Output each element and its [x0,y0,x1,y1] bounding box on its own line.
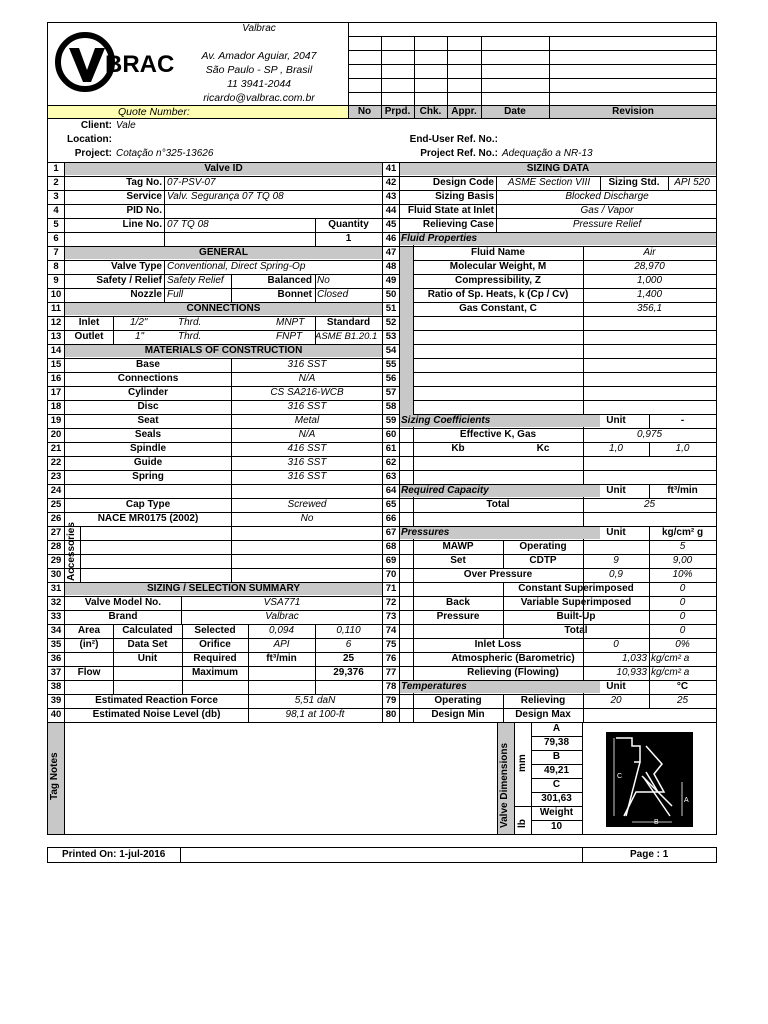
var-label: Variable Superimposed [520,597,632,608]
total-label: Total [486,499,510,510]
line-label: Line No. [122,219,162,230]
svg-text:B: B [654,819,659,826]
rel-label: Relieving (Flowing) [467,667,559,678]
row-number: 57 [385,387,397,398]
cdtp-value: 9,00 [672,555,693,566]
dim-c-label: C [552,779,561,790]
material-value: 316 SST [287,457,327,468]
cap-unit-value: ft³/min [667,485,698,496]
over-label: Over Pressure [463,569,533,580]
area-label: Area [77,625,101,636]
fluid-props-header: Fluid Properties [401,233,478,244]
coeff-unit-value: - [680,415,685,426]
var-value: 0 [679,597,686,608]
rel-value: 10,933 [616,667,647,678]
row-number: 71 [385,583,397,594]
sizing-summary-header: SIZING / SELECTION SUMMARY [147,583,300,594]
address-line-2: São Paulo - SP , Brasil [205,64,313,76]
fluid-name-value: Air [643,247,656,258]
material-label: Cylinder [127,387,168,398]
required-label: Required [193,653,237,664]
sel-area: 0,110 [336,625,361,636]
model-value: VSA771 [263,597,301,608]
valve-dims-label: Valve Dimensions [499,742,510,828]
row-number: 25 [50,499,62,510]
mm-label: mm [517,754,528,772]
unit-label: Unit [137,653,158,664]
reaction-label: Estimated Reaction Force [95,695,218,706]
z-value: 1,000 [636,275,663,286]
operating-label: Operating [519,541,567,552]
project-value: Cotação n°325-13626 [116,148,214,159]
row-number: 73 [385,611,397,622]
sizing-basis-label: Sizing Basis [435,191,494,202]
bonnet-value: Closed [317,289,349,300]
row-number: 8 [53,261,59,272]
row-number: 32 [50,597,62,608]
set-value: 9 [613,555,619,566]
company-logo [55,30,175,94]
t-unit-value: °C [676,681,689,692]
cdtp-label: CDTP [529,555,557,566]
design-min-label: Design Min [431,709,485,720]
svg-text:BRAC: BRAC [105,51,175,78]
dataset-label: Data Set [127,639,168,650]
row-number: 67 [385,527,397,538]
valve-dimension-diagram [606,732,693,827]
row-number: 75 [385,639,397,650]
row-number: 16 [50,373,62,384]
atm-label: Atmospheric (Barometric) [451,653,575,664]
coeff-unit-label: Unit [606,415,626,426]
outlet-size: 1" [135,331,145,342]
standard-value: ASME B1.20.1 [315,331,378,342]
required-value: 25 [342,653,355,664]
kc-label: Kc [536,443,550,454]
effk-label: Effective K, Gas [459,429,537,440]
row-number: 31 [50,583,62,594]
inlet-loss-label: Inlet Loss [474,639,522,650]
row-number: 72 [385,597,397,608]
nozzle-value: Full [167,289,184,300]
kc-value: 1,0 [675,443,690,454]
design-code-value: ASME Section VIII [507,177,591,188]
valve-type-value: Conventional, Direct Spring-Op [167,261,306,272]
row-number: 80 [385,709,397,720]
outlet-type: Thrd. [178,331,202,342]
row-number: 18 [50,401,62,412]
material-value: Metal [294,415,320,426]
dim-b-value: 49,21 [543,765,570,776]
kb-value: 1,0 [609,443,623,454]
relieving-case-label: Relieving Case [422,219,494,230]
effk-value: 0,975 [636,429,663,440]
row-number: 35 [50,639,62,650]
col-prpd: Prpd. [384,106,411,117]
flow-label: Flow [77,667,101,678]
row-number: 76 [385,653,397,664]
service-value: Valv. Segurança 07 TQ 08 [167,191,284,202]
row-number: 43 [385,191,397,202]
row-number: 50 [385,289,397,300]
flow-unit: ft³/min [266,653,297,664]
rel-unit: kg/cm² a [651,667,690,678]
mawp-label: MAWP [442,541,474,552]
c-label: Gas Constant, C [459,303,537,314]
cap-label: Cap Type [125,499,171,510]
t-operating-value: 20 [610,695,622,706]
t-operating-label: Operating [434,695,482,706]
project-label: Project: [74,148,112,159]
row-number: 48 [385,261,397,272]
dim-b-label: B [552,751,561,762]
row-number: 3 [53,191,59,202]
orifice-value: 6 [345,639,352,650]
outlet-thread: FNPT [276,331,303,342]
atm-unit: kg/cm² a [651,653,690,664]
material-label: Guide [133,457,163,468]
selected-label: Selected [194,625,236,636]
temperatures-header: Temperatures [401,681,467,692]
col-appr: Appr. [451,106,477,117]
row-number: 37 [50,667,62,678]
email: ricardo@valbrac.com.br [203,92,315,104]
row-number: 14 [50,345,62,356]
bp-total-label: Total [564,625,588,636]
dataset-value: API [273,639,290,650]
mw-value: 28,970 [634,261,665,272]
sizing-std-label: Sizing Std. [608,177,660,188]
lb-label: lb [517,819,528,828]
svg-text:C: C [617,773,623,780]
sizing-coeff-header: Sizing Coefficients [401,415,491,426]
row-number: 77 [385,667,397,678]
col-no: No [357,106,372,117]
maximum-value: 29,376 [333,667,364,678]
row-number: 42 [385,177,397,188]
safety-label: Safety / Relief [96,275,162,286]
relieving-case-value: Pressure Relief [572,219,642,230]
nozzle-label: Nozzle [130,289,162,300]
valve-id-header: Valve ID [204,163,243,174]
accessories-label: Accessories [66,522,77,581]
row-number: 68 [385,541,397,552]
row-number: 11 [50,303,62,314]
z-label: Compressibility, Z [455,275,541,286]
tag-notes-label: Tag Notes [49,752,60,800]
row-number: 15 [50,359,62,370]
material-label: Disc [137,401,159,412]
atm-value: 1,033 [621,653,647,664]
p-unit-value: kg/cm² g [661,527,704,538]
material-label: Spindle [129,443,167,454]
inlet-type: Thrd. [178,317,202,328]
client-value: Vale [116,120,136,131]
tag-value: 07-PSV-07 [167,177,216,188]
req-capacity-header: Required Capacity [401,485,489,496]
inlet-loss-value: 0 [613,639,619,650]
quantity-value: 1 [345,233,352,244]
row-number: 38 [50,681,62,692]
cap-unit-label: Unit [606,485,626,496]
row-number: 59 [385,415,397,426]
noise-value: 98,1 at 100-ft [285,709,345,720]
material-value: 316 SST [287,471,327,482]
material-label: Connections [117,373,179,384]
row-number: 19 [50,415,62,426]
general-header: GENERAL [199,247,248,258]
location-label: Location: [67,134,112,145]
materials-header: MATERIALS OF CONSTRUCTION [144,345,303,356]
total-value: 25 [643,499,656,510]
over-pct: 10% [672,569,693,580]
material-value: N/A [298,373,316,384]
weight-label: Weight [539,807,574,818]
row-number: 23 [50,471,62,482]
material-value: CS SA216-WCB [270,387,344,398]
brand-value: Valbrac [265,611,299,622]
inlet-label: Inlet [78,317,100,328]
material-value: 316 SST [287,401,327,412]
connections-header: CONNECTIONS [186,303,261,314]
material-label: Spring [132,471,164,482]
quote-number-label: Quote Number: [118,106,190,118]
row-number: 10 [50,289,62,300]
dim-a-label: A [552,723,561,734]
standard-label: Standard [326,317,371,328]
operating-value: 5 [679,541,686,552]
row-number: 33 [50,611,62,622]
nace-label: NACE MR0175 (2002) [97,513,199,524]
back-label: Back [446,597,470,608]
row-number: 40 [50,709,62,720]
row-number: 62 [385,457,397,468]
row-number: 66 [385,513,397,524]
bonnet-label: Bonnet [277,289,312,300]
noise-label: Estimated Noise Level (db) [92,709,221,720]
page-number: Page : 1 [630,849,669,860]
row-number: 78 [385,681,397,692]
row-number: 53 [385,331,397,342]
row-number: 7 [53,247,59,258]
mw-label: Molecular Weight, M [449,261,547,272]
row-number: 24 [50,485,62,496]
col-revision: Revision [612,106,654,117]
row-number: 46 [385,233,397,244]
outlet-label: Outlet [74,331,104,342]
c-value: 356,1 [636,303,663,314]
model-label: Valve Model No. [84,597,162,608]
nace-value: No [300,513,314,524]
fluid-state-value: Gas / Vapor [580,205,634,216]
row-number: 29 [50,555,62,566]
row-number: 52 [385,317,397,328]
pressure-label: Pressure [436,611,480,622]
enduser-label: End-User Ref. No.: [409,134,498,145]
row-number: 13 [50,331,62,342]
cap-value: Screwed [287,499,327,510]
row-number: 47 [385,247,397,258]
fluid-state-label: Fluid State at Inlet [407,205,494,216]
row-number: 41 [385,163,397,174]
material-value: 416 SST [287,443,327,454]
fluid-name-label: Fluid Name [471,247,525,258]
row-number: 58 [385,401,397,412]
projref-value: Adequação a NR-13 [502,148,593,159]
material-value: N/A [298,429,316,440]
row-number: 54 [385,345,397,356]
row-number: 61 [385,443,397,454]
dim-a-value: 79,38 [543,737,570,748]
calc-area: 0,094 [268,625,295,636]
sizing-basis-value: Blocked Discharge [565,191,649,202]
set-label: Set [450,555,466,566]
line-value: 07 TQ 08 [167,219,209,230]
row-number: 63 [385,471,397,482]
design-max-label: Design Max [515,709,571,720]
row-number: 69 [385,555,397,566]
row-number: 9 [53,275,59,286]
t-relieving-label: Relieving [520,695,566,706]
material-value: 316 SST [287,359,327,370]
client-label: Client: [80,120,112,131]
calculated-label: Calculated [122,625,173,636]
row-number: 79 [385,695,397,706]
t-relieving-value: 25 [676,695,689,706]
dim-c-value: 301,63 [541,793,572,804]
row-number: 28 [50,541,62,552]
pid-label: PID No. [126,205,162,216]
tag-label: Tag No. [126,177,162,188]
row-number: 26 [50,513,62,524]
reaction-value: 5,51 daN [294,695,336,706]
row-number: 56 [385,373,397,384]
phone: 11 3941-2044 [226,78,292,90]
svg-text:A: A [684,797,689,804]
weight-value: 10 [550,821,563,832]
k-label: Ratio of Sp. Heats, k (Cp / Cv) [427,289,569,300]
row-number: 30 [50,569,62,580]
row-number: 20 [50,429,62,440]
row-number: 17 [50,387,62,398]
p-unit-label: Unit [606,527,626,538]
t-unit-label: Unit [606,681,626,692]
brand-label: Brand [108,611,138,622]
row-number: 51 [385,303,397,314]
built-label: Built-Up [556,611,596,622]
printed-on: Printed On: 1-jul-2016 [62,849,166,860]
material-label: Seat [137,415,159,426]
address-line-1: Av. Amador Aguiar, 2047 [201,50,317,62]
row-number: 22 [50,457,62,468]
row-number: 65 [385,499,397,510]
row-number: 6 [53,233,59,244]
area-unit: (in²) [79,639,99,650]
safety-value: Safety Relief [167,275,224,286]
k-value: 1,400 [636,289,663,300]
row-number: 55 [385,359,397,370]
pressures-header: Pressures [401,527,450,538]
row-number: 4 [53,205,59,216]
inlet-loss-pct: 0% [675,639,690,650]
row-number: 34 [50,625,62,636]
row-number: 49 [385,275,397,286]
row-number: 1 [53,163,59,174]
row-number: 21 [50,443,62,454]
balanced-value: No [317,275,330,286]
sizing-std-value: API 520 [674,177,710,188]
valve-type-label: Valve Type [111,261,162,272]
bp-total-value: 0 [679,625,686,636]
built-value: 0 [679,611,686,622]
row-number: 60 [385,429,397,440]
inlet-thread: MNPT [276,317,305,328]
row-number: 36 [50,653,62,664]
design-code-label: Design Code [432,177,494,188]
maximum-label: Maximum [191,667,239,678]
inlet-size: 1/2" [130,317,148,328]
col-date: Date [504,106,526,117]
kb-label: Kb [451,443,465,454]
service-label: Service [126,191,162,202]
material-label: Seals [134,429,162,440]
orifice-label: Orifice [199,639,231,650]
col-chk: Chk. [419,106,442,117]
over-value: 0,9 [609,569,623,580]
sizing-data-header: SIZING DATA [526,163,590,174]
row-number: 45 [385,219,397,230]
row-number: 12 [50,317,62,328]
balanced-label: Balanced [267,275,312,286]
row-number: 27 [50,527,62,538]
row-number: 44 [385,205,397,216]
projref-label: Project Ref. No.: [420,148,498,159]
quantity-label: Quantity [328,219,369,230]
material-label: Base [136,359,160,370]
const-label: Constant Superimposed [518,583,634,594]
row-number: 39 [50,695,62,706]
row-number: 70 [385,569,397,580]
row-number: 5 [53,219,59,230]
row-number: 2 [53,177,59,188]
company-name: Valbrac [242,23,276,34]
const-value: 0 [679,583,686,594]
row-number: 74 [385,625,397,636]
row-number: 64 [385,485,397,496]
